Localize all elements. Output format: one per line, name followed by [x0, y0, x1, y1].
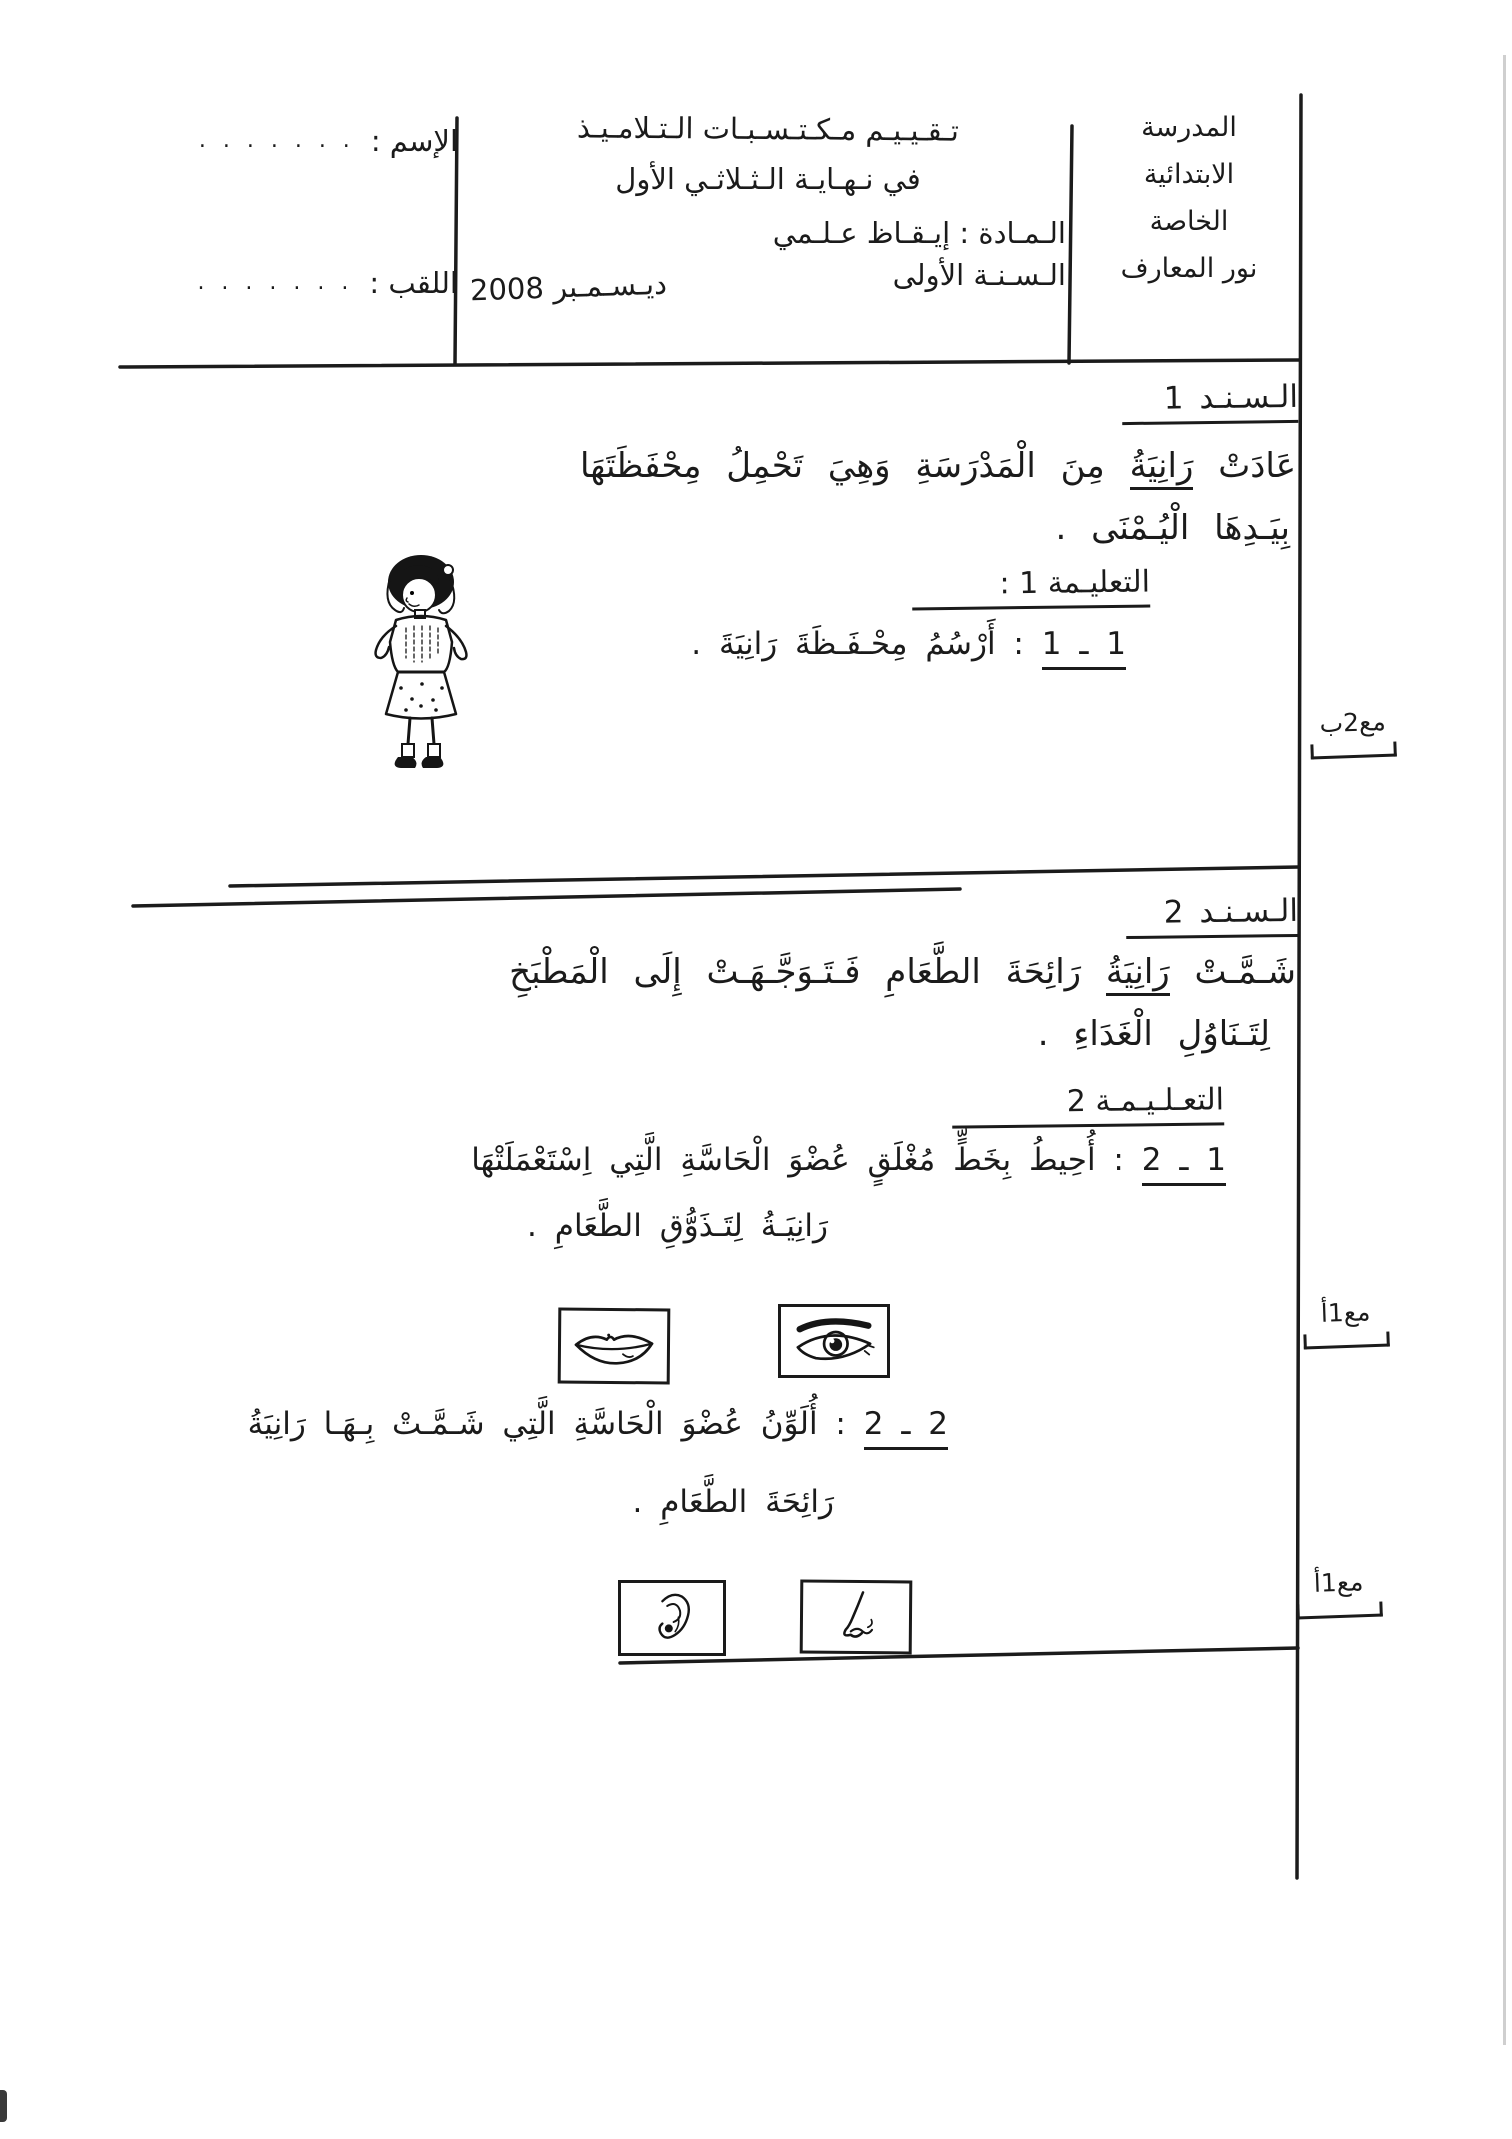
ear-image [618, 1580, 726, 1656]
school-line: الابتدائية [1143, 159, 1235, 190]
support2-instruction-2-2-line2: رَائِحَةَ الطَّعَامِ . [632, 1484, 834, 1520]
support1-sentence-line2: بِيَـدِهَا الْيُـمْنَى . [1055, 508, 1290, 548]
margin-note-criterion-2: مع1أ [1302, 1297, 1390, 1350]
last-name-fill-dots: . . . . . . . [197, 270, 354, 295]
support2-sentence-line1: شَـمَّـتْ رَانِيَةُ رَائِحَةَ الطَّعَامِ فَـتَـوَجَّـهَـتْ إِلَى الْمَطْبَخِ [509, 952, 1296, 996]
support1-heading: الـسـنـد 1 [1122, 380, 1298, 424]
support2-instruction-2-2-line1: 2 ـ 2 : أُلَوِّنُ عُضْوَ الْحَاسَّةِ الَّتِي شَـمَّـتْ بِـهَـا رَانِيَةُ [248, 1406, 948, 1450]
support2-instructions-heading: التعـلـيـمـة 2 [952, 1084, 1224, 1127]
exam-title-line1: تـقـيـيـم مـكـتـسـبـات الـتـلامـيـذ [576, 110, 960, 148]
support2-sentence-line2: لِتَـنَاوُلِ الْغَدَاءِ . [1037, 1014, 1270, 1054]
support2-heading: الـسـنـد 2 [1126, 894, 1298, 938]
nose-image [800, 1580, 913, 1655]
underlined-name: رَانِيَةُ [1106, 952, 1170, 996]
support2-instruction-1-2-line2: رَانِيَـةُ لِتَـذَوُّقِ الطَّعَامِ . [527, 1208, 828, 1244]
score-bracket-icon [1296, 1601, 1382, 1619]
scan-corner-artifact [0, 2090, 7, 2122]
scan-edge-artifact [1503, 55, 1506, 2045]
school-line: المدرسة [1141, 112, 1237, 143]
support1-instructions-heading: التعليـمة 1 : [912, 566, 1150, 609]
instruction-number: 1 ـ 1 [1042, 626, 1126, 670]
exam-grade: الـسـنـة الأولى [892, 258, 1066, 292]
last-name-label: اللقب : [369, 266, 458, 300]
lips-image [558, 1308, 671, 1385]
first-name-fill-dots: . . . . . . . [198, 128, 355, 153]
exam-title-line2: في نـهـايـة الـثـلاثـي الأول [615, 162, 921, 196]
eye-image [778, 1304, 890, 1378]
support2-instruction-1-2-line1: 1 ـ 2 : أُحِيطُ بِخَطٍّ مُغْلَقٍ عُضْوَ الْحَاسَّةِ الَّتِي اِسْتَعْمَلَتْهَا [471, 1142, 1226, 1186]
exam-title-block [469, 110, 1066, 308]
underlined-name: رَانِيَةُ [1130, 446, 1194, 490]
score-bracket-icon [1303, 1331, 1389, 1349]
margin-note-criterion-3: مع1أ [1295, 1567, 1383, 1620]
exam-subject: الـمـادة : إيـقـاظ عـلـمي [772, 216, 1066, 250]
score-bracket-icon [1310, 741, 1396, 759]
student-identity-block [140, 124, 458, 300]
margin-note-criterion-1: مع2ب [1309, 707, 1397, 760]
instruction-number: 1 ـ 2 [1142, 1142, 1226, 1186]
school-line: الخاصة [1149, 206, 1229, 237]
school-name-block [1088, 104, 1290, 292]
instruction-number: 2 ـ 2 [864, 1406, 948, 1450]
exam-date: ديـسـمـبر 2008 [469, 266, 668, 308]
girl-illustration [346, 548, 496, 776]
school-line: نور المعارف [1120, 253, 1258, 284]
support1-instruction-1-1: 1 ـ 1 : أَرْسُمُ مِحْـفَـظَةَ رَانِيَةَ . [691, 626, 1126, 670]
support1-sentence-line1: عَادَتْ رَانِيَةُ مِنَ الْمَدْرَسَةِ وَهِيَ تَحْمِلُ مِحْفَظَتَهَا [580, 446, 1296, 490]
first-name-label: الإسم : [370, 124, 458, 158]
